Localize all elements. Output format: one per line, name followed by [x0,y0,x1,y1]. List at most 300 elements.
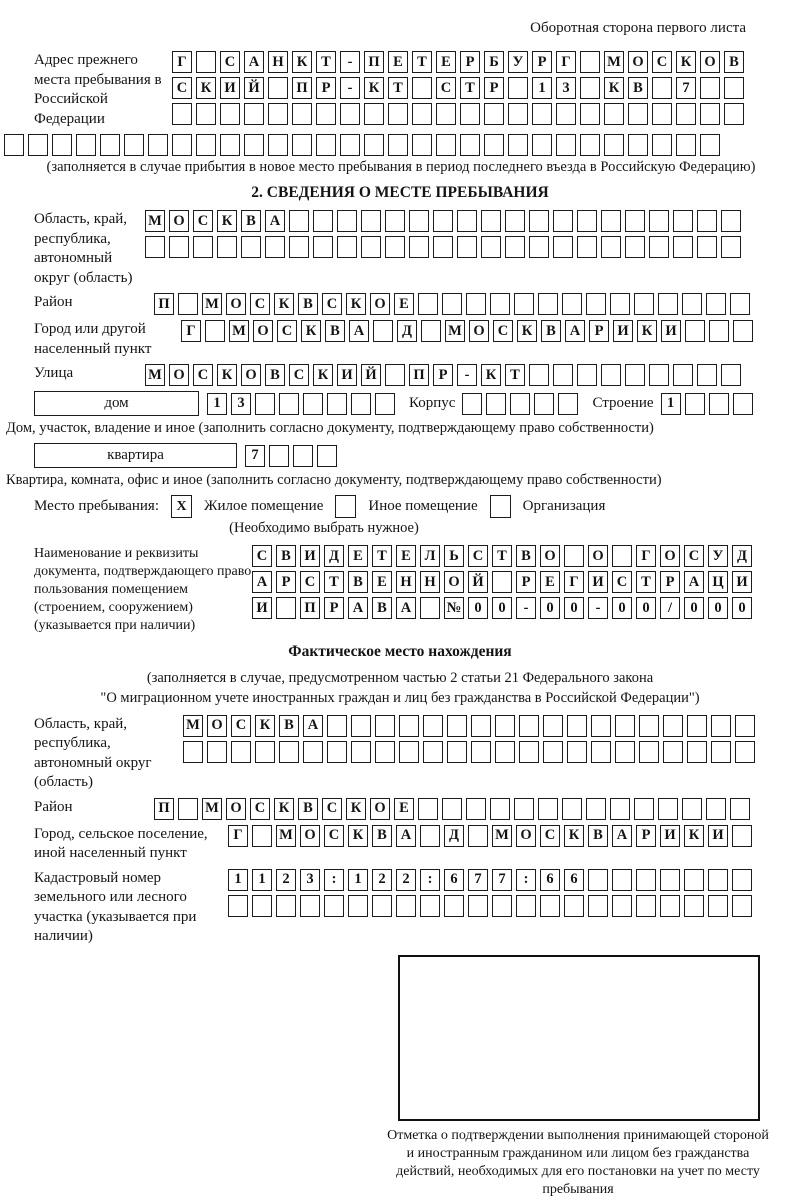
char-box[interactable]: 2 [372,869,392,891]
char-box[interactable] [492,571,512,593]
char-box[interactable]: К [348,825,368,847]
char-box[interactable] [396,895,416,917]
char-box[interactable] [706,293,726,315]
char-box[interactable] [567,741,587,763]
char-box[interactable]: А [396,825,416,847]
char-box[interactable] [265,236,285,258]
char-box[interactable]: С [250,798,270,820]
char-box[interactable]: О [226,798,246,820]
char-box[interactable]: И [252,597,272,619]
char-box[interactable] [375,715,395,737]
char-box[interactable] [639,741,659,763]
apartment-type-field[interactable]: квартира [34,443,237,468]
char-box[interactable] [418,798,438,820]
char-box[interactable]: Р [433,364,453,386]
char-box[interactable] [733,393,753,415]
char-box[interactable] [577,210,597,232]
char-box[interactable]: О [469,320,489,342]
char-box[interactable]: С [277,320,297,342]
char-box[interactable]: С [322,798,342,820]
char-box[interactable]: В [516,545,536,567]
char-box[interactable] [673,236,693,258]
char-box[interactable] [732,869,752,891]
char-box[interactable] [553,364,573,386]
char-box[interactable]: О [241,364,261,386]
char-box[interactable]: - [340,77,360,99]
char-box[interactable]: 7 [245,445,265,467]
char-box[interactable]: О [660,545,680,567]
char-box[interactable]: С [540,825,560,847]
char-box[interactable]: К [517,320,537,342]
char-box[interactable]: О [540,545,560,567]
char-box[interactable]: О [169,364,189,386]
char-box[interactable] [255,393,275,415]
char-box[interactable]: - [516,597,536,619]
char-box[interactable] [28,134,48,156]
char-box[interactable]: О [444,571,464,593]
char-box[interactable]: Г [564,571,584,593]
char-box[interactable] [577,236,597,258]
char-box[interactable]: В [298,293,318,315]
char-box[interactable] [244,134,264,156]
char-box[interactable]: : [420,869,440,891]
char-box[interactable] [492,895,512,917]
char-box[interactable]: 0 [540,597,560,619]
char-box[interactable] [100,134,120,156]
char-box[interactable] [540,895,560,917]
char-box[interactable]: 0 [612,597,632,619]
char-box[interactable]: И [337,364,357,386]
char-box[interactable] [486,393,506,415]
char-box[interactable]: А [348,597,368,619]
char-box[interactable]: О [226,293,246,315]
char-box[interactable]: В [348,571,368,593]
char-box[interactable]: В [241,210,261,232]
char-box[interactable] [724,103,744,125]
char-box[interactable] [588,869,608,891]
char-box[interactable] [709,320,729,342]
char-box[interactable] [279,741,299,763]
char-box[interactable] [495,715,515,737]
char-box[interactable] [196,103,216,125]
char-box[interactable] [423,741,443,763]
char-box[interactable] [351,715,371,737]
char-box[interactable] [534,393,554,415]
char-box[interactable] [735,741,755,763]
char-box[interactable]: Г [172,51,192,73]
char-box[interactable] [652,77,672,99]
char-box[interactable] [553,236,573,258]
char-box[interactable]: Т [372,545,392,567]
char-box[interactable] [420,825,440,847]
char-box[interactable] [317,445,337,467]
char-box[interactable]: А [565,320,585,342]
char-box[interactable] [255,741,275,763]
char-box[interactable]: П [154,798,174,820]
char-box[interactable]: К [676,51,696,73]
char-box[interactable] [178,293,198,315]
char-box[interactable] [490,293,510,315]
char-box[interactable]: С [193,210,213,232]
char-box[interactable] [148,134,168,156]
char-box[interactable]: К [292,51,312,73]
char-box[interactable] [636,869,656,891]
char-box[interactable] [462,393,482,415]
char-box[interactable] [372,895,392,917]
char-box[interactable]: И [661,320,681,342]
char-box[interactable]: И [708,825,728,847]
char-box[interactable] [292,134,312,156]
char-box[interactable] [615,741,635,763]
char-box[interactable]: И [732,571,752,593]
char-box[interactable] [615,715,635,737]
char-box[interactable] [684,895,704,917]
char-box[interactable] [580,103,600,125]
char-box[interactable]: Р [532,51,552,73]
char-box[interactable]: Ь [444,545,464,567]
char-box[interactable]: С [172,77,192,99]
char-box[interactable] [505,236,525,258]
char-box[interactable]: К [346,798,366,820]
char-box[interactable]: И [660,825,680,847]
char-box[interactable] [510,393,530,415]
char-box[interactable] [388,103,408,125]
char-box[interactable]: С [684,545,704,567]
char-box[interactable] [268,77,288,99]
char-box[interactable]: Л [420,545,440,567]
char-box[interactable] [709,393,729,415]
char-box[interactable]: 3 [556,77,576,99]
char-box[interactable] [586,798,606,820]
char-box[interactable] [420,597,440,619]
char-box[interactable]: К [481,364,501,386]
char-box[interactable]: Р [324,597,344,619]
char-box[interactable] [649,236,669,258]
char-box[interactable]: Д [444,825,464,847]
char-box[interactable]: М [202,293,222,315]
char-box[interactable] [673,364,693,386]
char-box[interactable] [634,293,654,315]
char-box[interactable] [586,293,606,315]
char-box[interactable] [711,715,731,737]
char-box[interactable] [172,134,192,156]
char-box[interactable]: 7 [676,77,696,99]
char-box[interactable] [708,895,728,917]
char-box[interactable] [625,210,645,232]
char-box[interactable] [433,236,453,258]
char-box[interactable]: С [220,51,240,73]
char-box[interactable] [538,293,558,315]
char-box[interactable]: Г [228,825,248,847]
char-box[interactable]: У [508,51,528,73]
char-box[interactable] [361,210,381,232]
char-box[interactable] [673,210,693,232]
char-box[interactable] [385,236,405,258]
char-box[interactable]: Р [636,825,656,847]
char-box[interactable]: П [292,77,312,99]
char-box[interactable]: Р [316,77,336,99]
char-box[interactable]: П [300,597,320,619]
char-box[interactable]: С [193,364,213,386]
char-box[interactable] [169,236,189,258]
char-box[interactable] [327,393,347,415]
char-box[interactable] [220,134,240,156]
char-box[interactable] [4,134,24,156]
char-box[interactable] [466,798,486,820]
char-box[interactable]: В [325,320,345,342]
char-box[interactable] [682,798,702,820]
char-box[interactable] [639,715,659,737]
char-box[interactable] [385,210,405,232]
char-box[interactable]: К [217,210,237,232]
char-box[interactable] [543,715,563,737]
char-box[interactable] [421,320,441,342]
char-box[interactable] [721,364,741,386]
char-box[interactable]: М [202,798,222,820]
char-box[interactable] [276,895,296,917]
char-box[interactable]: О [628,51,648,73]
char-box[interactable] [303,741,323,763]
char-box[interactable] [375,393,395,415]
char-box[interactable]: 7 [492,869,512,891]
char-box[interactable] [351,741,371,763]
char-box[interactable] [634,798,654,820]
char-box[interactable] [252,895,272,917]
char-box[interactable]: 1 [228,869,248,891]
char-box[interactable] [269,445,289,467]
char-box[interactable] [436,134,456,156]
char-box[interactable] [730,293,750,315]
char-box[interactable] [412,103,432,125]
char-box[interactable] [340,134,360,156]
char-box[interactable]: В [588,825,608,847]
char-box[interactable] [303,393,323,415]
char-box[interactable] [460,134,480,156]
char-box[interactable]: К [346,293,366,315]
char-box[interactable] [276,597,296,619]
char-box[interactable] [228,895,248,917]
char-box[interactable] [351,393,371,415]
char-box[interactable] [706,798,726,820]
char-box[interactable]: - [457,364,477,386]
char-box[interactable] [324,895,344,917]
char-box[interactable] [293,445,313,467]
char-box[interactable]: К [196,77,216,99]
char-box[interactable]: К [604,77,624,99]
char-box[interactable] [340,103,360,125]
char-box[interactable]: К [364,77,384,99]
char-box[interactable]: 6 [444,869,464,891]
char-box[interactable] [412,77,432,99]
char-box[interactable] [364,103,384,125]
char-box[interactable]: Т [492,545,512,567]
char-box[interactable]: Н [396,571,416,593]
char-box[interactable]: И [300,545,320,567]
char-box[interactable] [205,320,225,342]
char-box[interactable] [649,210,669,232]
char-box[interactable] [207,741,227,763]
char-box[interactable] [580,77,600,99]
char-box[interactable]: О [300,825,320,847]
char-box[interactable]: К [564,825,584,847]
char-box[interactable] [612,895,632,917]
char-box[interactable] [543,741,563,763]
char-box[interactable] [588,895,608,917]
char-box[interactable]: 2 [396,869,416,891]
char-box[interactable]: Г [556,51,576,73]
char-box[interactable] [241,236,261,258]
char-box[interactable]: А [252,571,272,593]
char-box[interactable] [564,545,584,567]
char-box[interactable] [649,364,669,386]
char-box[interactable]: П [409,364,429,386]
char-box[interactable] [178,798,198,820]
char-box[interactable]: У [708,545,728,567]
char-box[interactable] [612,869,632,891]
char-box[interactable] [418,293,438,315]
char-box[interactable] [558,393,578,415]
char-box[interactable] [124,134,144,156]
char-box[interactable] [610,798,630,820]
char-box[interactable] [316,134,336,156]
char-box[interactable]: Т [388,77,408,99]
char-box[interactable] [468,895,488,917]
char-box[interactable]: 1 [348,869,368,891]
char-box[interactable]: Р [660,571,680,593]
char-box[interactable]: Й [468,571,488,593]
char-box[interactable] [591,715,611,737]
char-box[interactable] [567,715,587,737]
char-box[interactable] [481,236,501,258]
char-box[interactable] [436,103,456,125]
char-box[interactable] [564,895,584,917]
char-box[interactable] [697,364,717,386]
char-box[interactable]: О [169,210,189,232]
char-box[interactable] [252,825,272,847]
char-box[interactable] [420,895,440,917]
char-box[interactable] [636,895,656,917]
char-box[interactable]: Р [276,571,296,593]
char-box[interactable] [457,210,477,232]
char-box[interactable]: М [145,364,165,386]
char-box[interactable] [268,103,288,125]
char-box[interactable] [685,320,705,342]
char-box[interactable]: В [276,545,296,567]
char-box[interactable]: К [637,320,657,342]
char-box[interactable]: И [220,77,240,99]
char-box[interactable] [721,210,741,232]
char-box[interactable]: А [303,715,323,737]
char-box[interactable]: Р [589,320,609,342]
char-box[interactable] [508,134,528,156]
char-box[interactable] [732,825,752,847]
char-box[interactable]: : [324,869,344,891]
char-box[interactable]: С [324,825,344,847]
char-box[interactable]: Р [484,77,504,99]
char-box[interactable]: П [154,293,174,315]
char-box[interactable]: С [652,51,672,73]
char-box[interactable]: 0 [468,597,488,619]
char-box[interactable] [508,77,528,99]
char-box[interactable] [652,103,672,125]
char-box[interactable] [447,715,467,737]
char-box[interactable]: О [207,715,227,737]
char-box[interactable]: М [183,715,203,737]
char-box[interactable]: А [684,571,704,593]
char-box[interactable] [373,320,393,342]
char-box[interactable]: 1 [532,77,552,99]
char-box[interactable] [490,798,510,820]
char-box[interactable] [532,134,552,156]
char-box[interactable]: Р [516,571,536,593]
char-box[interactable]: Е [394,293,414,315]
checkbox-residential[interactable]: X [171,495,192,518]
char-box[interactable] [514,798,534,820]
char-box[interactable]: М [492,825,512,847]
char-box[interactable]: В [372,825,392,847]
char-box[interactable] [519,741,539,763]
char-box[interactable]: № [444,597,464,619]
char-box[interactable]: 0 [684,597,704,619]
char-box[interactable]: Ц [708,571,728,593]
char-box[interactable] [724,77,744,99]
char-box[interactable]: 1 [252,869,272,891]
char-box[interactable]: Е [372,571,392,593]
char-box[interactable]: Т [460,77,480,99]
char-box[interactable] [700,103,720,125]
char-box[interactable] [625,236,645,258]
char-box[interactable] [601,364,621,386]
char-box[interactable] [711,741,731,763]
char-box[interactable] [628,103,648,125]
char-box[interactable] [231,741,251,763]
char-box[interactable] [196,134,216,156]
char-box[interactable]: К [255,715,275,737]
char-box[interactable]: Т [412,51,432,73]
char-box[interactable] [313,236,333,258]
char-box[interactable]: П [364,51,384,73]
char-box[interactable]: К [313,364,333,386]
char-box[interactable] [735,715,755,737]
char-box[interactable] [580,134,600,156]
char-box[interactable] [409,236,429,258]
checkbox-organization[interactable] [490,495,511,518]
char-box[interactable]: В [265,364,285,386]
char-box[interactable] [663,715,683,737]
char-box[interactable] [313,210,333,232]
house-type-field[interactable]: дом [34,391,199,416]
char-box[interactable] [682,293,702,315]
char-box[interactable]: В [279,715,299,737]
char-box[interactable]: А [396,597,416,619]
char-box[interactable] [708,869,728,891]
char-box[interactable]: 0 [492,597,512,619]
char-box[interactable]: Б [484,51,504,73]
char-box[interactable] [172,103,192,125]
char-box[interactable] [529,210,549,232]
char-box[interactable] [676,103,696,125]
char-box[interactable] [193,236,213,258]
char-box[interactable] [484,103,504,125]
char-box[interactable] [591,741,611,763]
char-box[interactable] [399,741,419,763]
char-box[interactable]: В [628,77,648,99]
char-box[interactable]: С [322,293,342,315]
char-box[interactable]: 0 [732,597,752,619]
char-box[interactable]: Н [420,571,440,593]
char-box[interactable] [519,715,539,737]
char-box[interactable]: В [724,51,744,73]
